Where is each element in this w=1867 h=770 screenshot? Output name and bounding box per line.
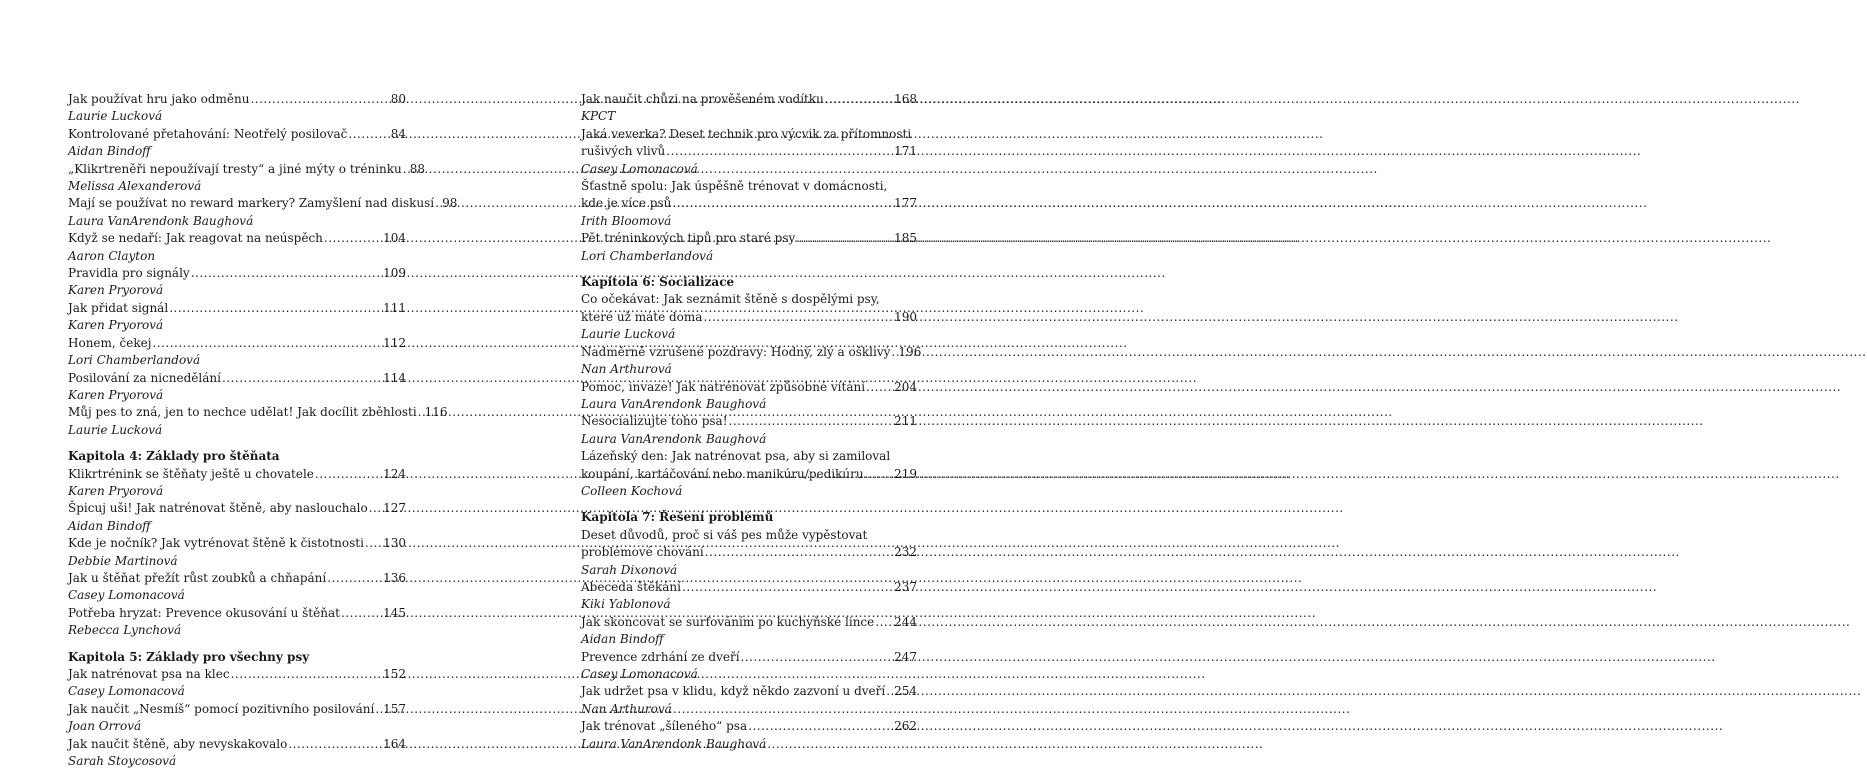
entry-title-line [581, 544, 917, 561]
page-number: 254 [894, 684, 917, 699]
entry-title-first-line: Šťastně spolu: Jak úspěšně trénovat v domácnosti, [581, 179, 888, 194]
dot-leader [672, 195, 893, 212]
toc-entry [68, 335, 406, 370]
entry-title: Posilování za nicnedělání [68, 370, 221, 385]
entry-title-line [581, 649, 917, 666]
entry-title: kde je více psů [581, 196, 672, 211]
entry-author: Colleen Kochová [581, 483, 683, 498]
entry-author: Lori Chamberlandová [581, 248, 714, 263]
dot-leader [705, 544, 893, 561]
entry-title: Můj pes to zná, jen to nechce udělat! Jak docílit zběhlosti [68, 405, 417, 420]
page-number: 112 [383, 335, 406, 350]
entry-title-line [68, 701, 406, 718]
entry-author: Karen Pryorová [68, 387, 164, 402]
entry-title: Jak naučit chůzi na prověšeném vodítku [581, 92, 824, 106]
toc-entry [581, 413, 917, 448]
entry-title: Jak naučit štěně, aby nevyskakovalo [68, 736, 288, 751]
entry-author: Sarah Stoycosová [68, 754, 177, 769]
entry-title-line [581, 195, 917, 212]
dot-leader [729, 413, 894, 430]
entry-title-first-line: Deset důvodů, proč si váš pes může vypěstovat [581, 527, 868, 542]
entry-title-line [581, 683, 917, 700]
dot-leader [666, 143, 893, 160]
entry-title-line [581, 379, 917, 396]
entry-author: Casey Lomonacová [68, 684, 185, 699]
dot-leader [152, 335, 382, 352]
entry-title: Jak u štěňat přežít růst zoubků a chňapání [68, 570, 327, 585]
entry-title-line [68, 736, 406, 753]
toc-entry [68, 666, 406, 701]
entry-author: Laurie Lucková [68, 422, 163, 437]
right-page-toc [581, 91, 922, 753]
toc-entry [68, 570, 406, 605]
page-number: 104 [383, 231, 406, 246]
page-number: 130 [383, 536, 406, 551]
entry-title-line [68, 605, 406, 622]
page-number: 136 [383, 570, 406, 585]
toc-entry [581, 291, 917, 343]
dot-leader [231, 666, 383, 683]
toc-entry [581, 614, 917, 649]
chapter-heading: Kapitola 6: Socializace [581, 275, 735, 290]
entry-title: Nesocializujte toho psa! [581, 414, 728, 429]
entry-title: Jak používat hru jako odměnu [68, 92, 250, 106]
page-number: 145 [383, 605, 406, 620]
entry-title-line [68, 370, 406, 387]
page-number: 190 [894, 309, 917, 324]
toc-entry [68, 404, 448, 439]
entry-title-line [581, 579, 917, 596]
entry-title-first-line: Co očekávat: Jak seznámit štěně s dospělými psy, [581, 292, 880, 307]
entry-title-line [68, 300, 406, 317]
entry-title: Jak natrénovat psa na klec [68, 667, 230, 681]
entry-title: Prevence zdrhání ze dveří [581, 649, 740, 664]
entry-title-line [581, 91, 917, 108]
dot-leader [169, 300, 382, 317]
entry-title-line [68, 335, 406, 352]
toc-entry [581, 379, 917, 414]
entry-title-line [581, 230, 917, 247]
page-number: 88 [409, 161, 426, 176]
entry-author: Aidan Bindoff [68, 518, 151, 533]
dot-leader [191, 265, 382, 282]
dot-leader [369, 500, 382, 517]
entry-author: Casey Lomonacová [581, 161, 698, 176]
entry-title-line [68, 230, 406, 247]
entry-title-line [581, 344, 922, 361]
dot-leader [866, 379, 893, 396]
toc-entry [581, 230, 917, 265]
chapter-heading: Kapitola 7: Řešení problémů [581, 510, 774, 525]
dot-leader [891, 344, 897, 361]
entry-author: Karen Pryorová [68, 318, 164, 333]
entry-title-line [581, 614, 917, 631]
entry-author: Kiki Yablonová [581, 597, 671, 612]
page-number: 116 [424, 405, 448, 420]
entry-author: Melissa Alexanderová [68, 179, 202, 194]
entry-title-line [581, 718, 917, 735]
entry-author: Laura VanArendonk Baughová [581, 431, 767, 446]
toc-entry [581, 126, 917, 178]
entry-title-first-line: Lázeňský den: Jak natrénovat psa, aby si zamiloval [581, 449, 891, 464]
page-number: 124 [383, 466, 406, 481]
entry-title: Honem, čekej [68, 335, 152, 350]
dot-leader [703, 309, 893, 326]
dot-leader [327, 570, 382, 587]
entry-author: Laura VanArendonk Baughová [581, 396, 767, 411]
entry-title: Mají se používat no reward markery? Zamyšlení nad diskusí [68, 196, 435, 211]
entry-title: Když se nedaří: Jak reagovat na neúspěch [68, 231, 323, 246]
page-number: 157 [383, 701, 406, 716]
dot-leader [886, 683, 893, 700]
entry-title-line [581, 413, 917, 430]
entry-title: Potřeba hryzat: Prevence okusování u štěňat [68, 605, 340, 620]
entry-author: KPCT [581, 109, 616, 124]
entry-title: Kontrolované přetahování: Neotřelý posilovač [68, 126, 348, 141]
toc-entry [68, 500, 406, 535]
dot-leader [682, 579, 893, 596]
entry-title: koupání, kartáčování nebo manikúru/pedikúru [581, 466, 864, 481]
page-number: 127 [383, 501, 406, 516]
entry-author: Karen Pryorová [68, 483, 164, 498]
chapter-heading: Kapitola 4: Základy pro štěňata [68, 449, 280, 464]
entry-title: „Klikrtreněři nepoužívají tresty“ a jiné mýty o tréninku [68, 161, 402, 176]
page-number: 177 [894, 196, 917, 211]
entry-title: Jak trénovat „šíleného“ psa [581, 719, 748, 734]
entry-title: Jak skoncovat se surfováním po kuchyňské lince [581, 614, 875, 629]
dot-leader [748, 718, 893, 735]
page-number: 185 [894, 231, 917, 246]
dot-leader [435, 195, 441, 212]
toc-entry [581, 527, 917, 579]
dot-leader [875, 614, 893, 631]
entry-title-line [68, 161, 426, 178]
toc-entry [68, 535, 406, 570]
toc-entry [581, 448, 917, 500]
toc-entry [68, 466, 406, 501]
entry-author: Joan Orrová [68, 719, 142, 734]
toc-entry [68, 161, 426, 196]
toc-entry [68, 605, 406, 640]
entry-title: Pomoc, invaze! Jak natrénovat způsobné vítání [581, 379, 866, 394]
entry-title-first-line: Jaká veverka? Deset technik pro výcvik za přítomnosti [581, 126, 912, 141]
toc-entry [68, 300, 406, 335]
entry-author: Nan Arthurová [581, 362, 672, 377]
toc-entry [68, 126, 406, 161]
dot-leader [418, 404, 424, 421]
entry-title-line [68, 265, 406, 282]
entry-author: Debbie Martinová [68, 553, 178, 568]
page-number: 80 [390, 92, 406, 106]
page-number: 204 [894, 379, 917, 394]
entry-title-line [68, 666, 406, 683]
toc-entry [581, 344, 922, 379]
page-number: 84 [390, 126, 406, 141]
toc-entry [581, 579, 917, 614]
page-number: 111 [383, 300, 406, 315]
entry-title-line [68, 500, 406, 517]
toc-entry [68, 701, 406, 736]
entry-title: rušivých vlivů [581, 144, 666, 159]
entry-author: Casey Lomonacová [581, 667, 698, 681]
toc-entry [68, 265, 406, 300]
page-number: 262 [894, 719, 917, 734]
entry-title-line [581, 466, 917, 483]
toc-entry [68, 736, 406, 770]
entry-title-line [68, 570, 406, 587]
dot-leader [365, 535, 382, 552]
dot-leader [315, 466, 382, 483]
entry-title: Špicuj uši! Jak natrénovat štěně, aby naslouchalo [68, 501, 368, 516]
entry-author: Aidan Bindoff [68, 144, 151, 159]
page-number: 232 [894, 545, 917, 560]
entry-title-line [68, 466, 406, 483]
entry-title-line [68, 126, 406, 143]
page-number: 247 [894, 649, 917, 664]
toc-entry [581, 178, 917, 230]
dot-leader [222, 370, 382, 387]
dot-leader [865, 466, 894, 483]
entry-title-line [581, 143, 917, 160]
page-number: 211 [894, 414, 917, 429]
entry-author: Irith Bloomová [581, 213, 672, 228]
page-number: 164 [383, 736, 406, 751]
page-number: 109 [383, 266, 406, 281]
entry-title: Kde je nočník? Jak vytrénovat štěně k čistotnosti [68, 536, 364, 551]
dot-leader [375, 701, 382, 718]
toc-entry [68, 230, 406, 265]
entry-title: Abeceda štěkání [581, 579, 681, 594]
entry-author: Laura VanArendonk Baughová [68, 213, 254, 228]
entry-title-line [68, 195, 458, 212]
toc-entry [68, 195, 458, 230]
entry-author: Sarah Dixonová [581, 562, 678, 577]
entry-title: které už máte doma [581, 309, 703, 324]
entry-title: Jak naučit „Nesmíš“ pomocí pozitivního posilování [68, 701, 375, 716]
entry-author: Laura VanArendonk Baughová [581, 736, 767, 751]
entry-title-line [68, 535, 406, 552]
entry-author: Laurie Lucková [581, 327, 676, 342]
toc-entry [581, 683, 917, 718]
entry-title-line [68, 404, 448, 421]
entry-author: Lori Chamberlandová [68, 353, 201, 368]
dot-leader [403, 161, 409, 178]
entry-author: Casey Lomonacová [68, 588, 185, 603]
dot-leader [288, 736, 382, 753]
entry-title-line [581, 309, 917, 326]
page-number: 219 [894, 466, 917, 481]
entry-author: Rebecca Lynchová [68, 623, 182, 638]
toc-entry [581, 718, 917, 753]
left-page-toc [68, 91, 458, 770]
dot-leader [741, 649, 894, 666]
toc-entry [581, 91, 917, 126]
dot-leader [348, 126, 389, 143]
entry-title: Nadměrně vzrušené pozdravy: Hodný, zlý a ošklivý [581, 344, 891, 359]
page-number: 196 [898, 344, 922, 359]
entry-title: Klikrtrénink se štěňaty ještě u chovatele [68, 466, 314, 481]
dot-leader [825, 91, 893, 108]
entry-author: Karen Pryorová [68, 283, 164, 298]
page-number: 244 [894, 614, 917, 629]
chapter-heading: Kapitola 5: Základy pro všechny psy [68, 649, 310, 664]
page-number: 168 [894, 92, 917, 106]
page-number: 171 [894, 144, 917, 159]
page-number: 237 [894, 579, 917, 594]
entry-title: Jak udržet psa v klidu, když někdo zazvoní u dveří [581, 684, 886, 699]
dot-leader [796, 230, 893, 247]
toc-entry [68, 370, 406, 405]
entry-title: Pravidla pro signály [68, 266, 190, 281]
dot-leader [341, 605, 382, 622]
entry-title: problémové chování [581, 545, 704, 560]
toc-entry [581, 649, 917, 684]
entry-author: Aidan Bindoff [581, 632, 664, 647]
page-number: 152 [383, 667, 406, 681]
page-number: 114 [383, 370, 406, 385]
entry-author: Laurie Lucková [68, 109, 163, 124]
entry-title: Pět tréninkových tipů pro staré psy [581, 231, 796, 246]
entry-author: Nan Arthurová [581, 701, 672, 716]
entry-author: Aaron Clayton [68, 248, 156, 263]
page-number: 98 [442, 196, 458, 211]
entry-title-line [68, 91, 406, 108]
entry-title: Jak přidat signál [68, 300, 169, 315]
dot-leader [250, 91, 389, 108]
toc-entry [68, 91, 406, 126]
dot-leader [324, 230, 382, 247]
